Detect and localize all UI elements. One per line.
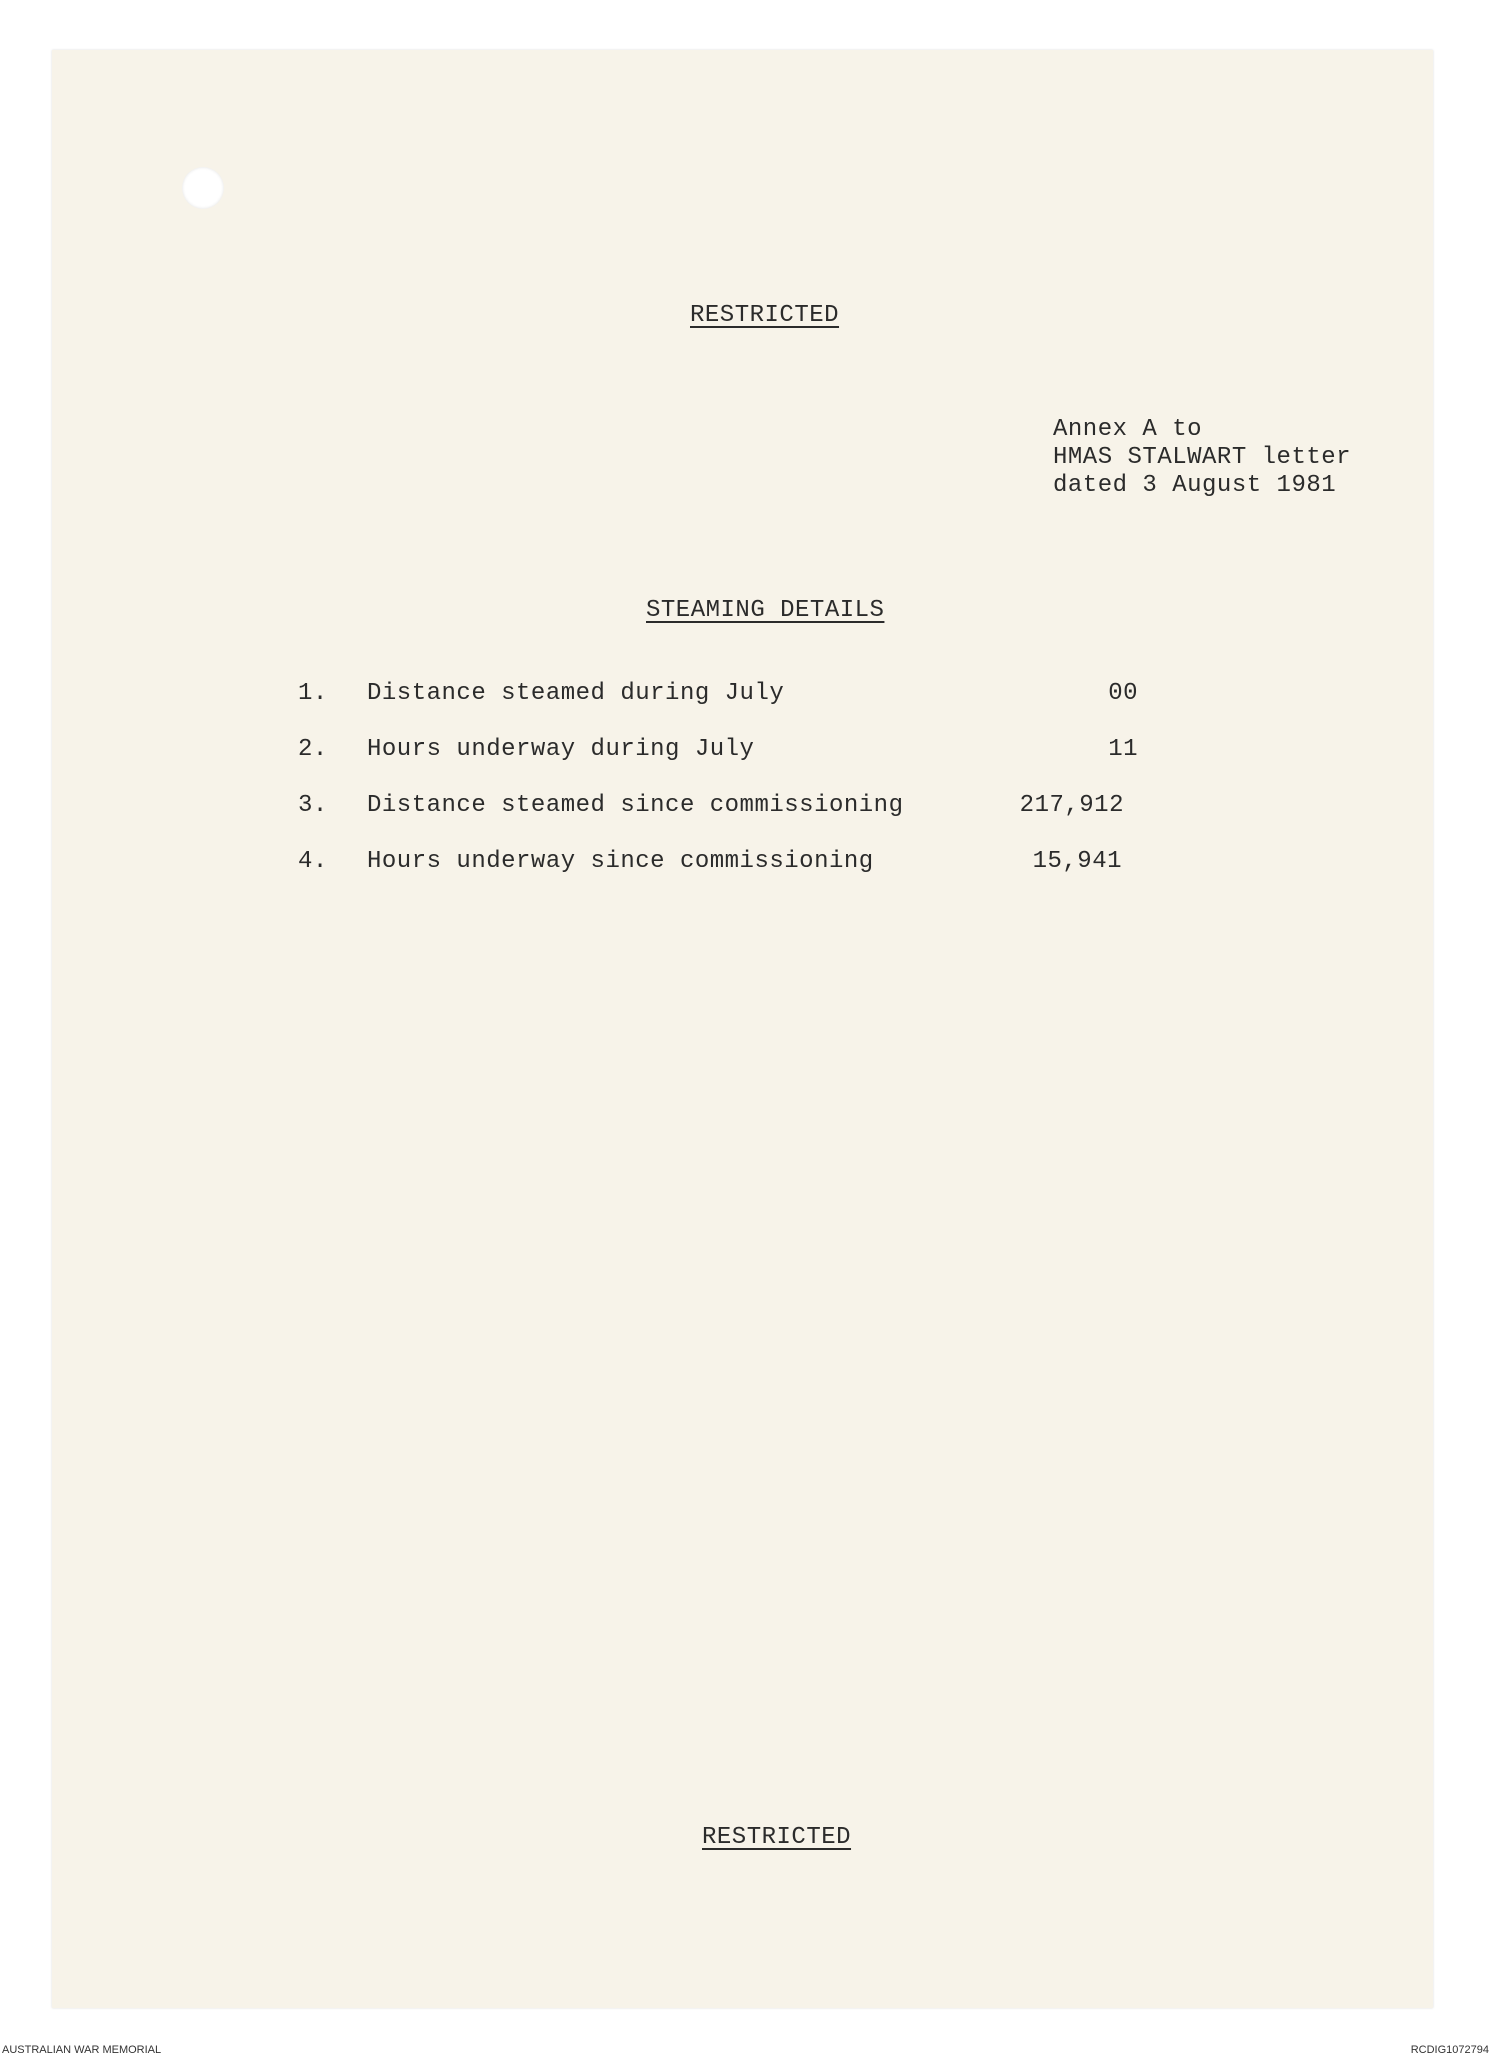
scan-caption-source: AUSTRALIAN WAR MEMORIAL — [2, 2044, 162, 2056]
item-3-label: Distance steamed since commissioning — [367, 792, 904, 819]
item-4-value: 15,941 — [1032, 848, 1122, 875]
section-title: STEAMING DETAILS — [646, 597, 885, 624]
item-2-number: 2. — [298, 736, 328, 763]
item-1-label: Distance steamed during July — [367, 680, 785, 707]
item-4-number: 4. — [298, 848, 328, 875]
punch-hole — [182, 167, 224, 209]
annex-line-2: HMAS STALWART letter — [1053, 444, 1352, 471]
item-1-number: 1. — [298, 680, 328, 707]
item-3-value: 217,912 — [1019, 792, 1124, 819]
item-1-value: 00 — [1108, 680, 1138, 707]
item-4-label: Hours underway since commissioning — [367, 848, 874, 875]
item-3-number: 3. — [298, 792, 328, 819]
item-2-value: 11 — [1108, 736, 1138, 763]
annex-line-3: dated 3 August 1981 — [1053, 472, 1337, 499]
scan-caption-id: RCDIG1072794 — [1410, 2044, 1489, 2056]
document-page — [52, 50, 1433, 2008]
classification-header: RESTRICTED — [690, 302, 840, 329]
annex-line-1: Annex A to — [1053, 416, 1203, 443]
annex-reference — [1053, 416, 1351, 500]
classification-footer: RESTRICTED — [702, 1824, 852, 1851]
item-2-label: Hours underway during July — [367, 736, 755, 763]
